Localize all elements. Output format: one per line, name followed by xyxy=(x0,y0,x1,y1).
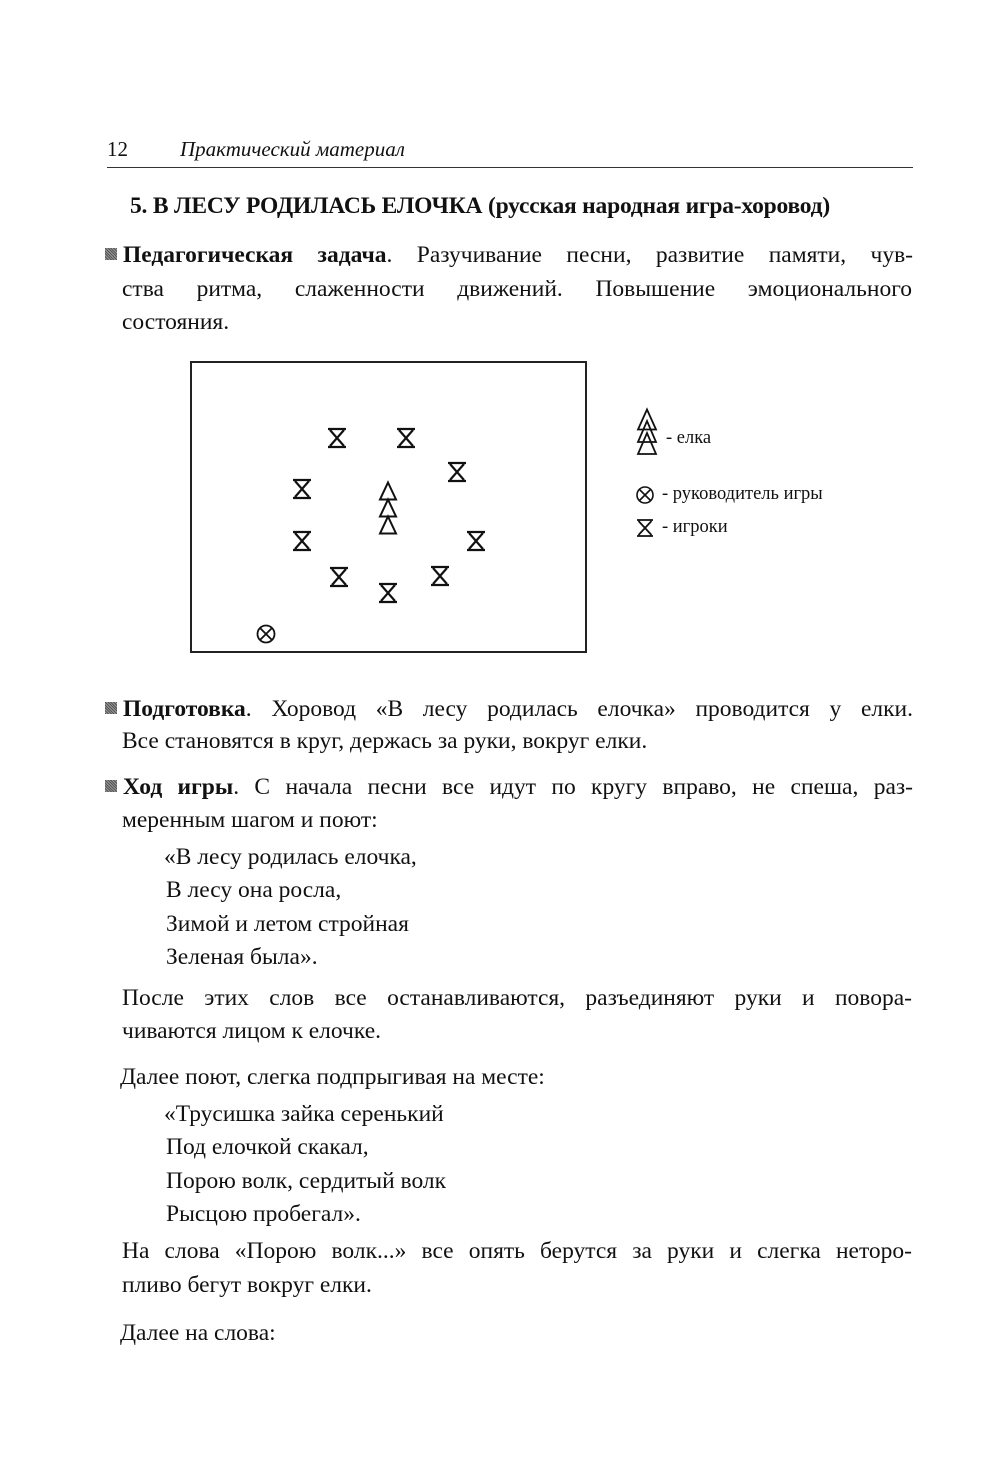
verse2-line-3: Порою волк, сердитый волк xyxy=(166,1168,447,1194)
legend-player-icon xyxy=(637,520,653,536)
after-verse1-line-2: чиваются лицом к елочке. xyxy=(122,1018,382,1044)
verse1-line-4: Зеленая была». xyxy=(166,944,318,970)
preparation-line-1: Подготовка. Хоровод «В лесу родилась елочка» проводится у елки. xyxy=(105,695,913,723)
verse2-line-2: Под елочкой скакал, xyxy=(166,1134,369,1160)
verse1-line-1: «В лесу родилась елочка, xyxy=(164,844,417,870)
header-rule xyxy=(107,167,913,168)
square-bullet-icon xyxy=(105,248,117,260)
after-verse2-line-1: На слова «Порою волк...» все опять берутся за руки и слегка неторо- xyxy=(122,1238,912,1264)
gameplay-line-1: Ход игры. С начала песни все идут по кругу вправо, не спеша, раз- xyxy=(105,773,913,801)
legend-symbols xyxy=(625,400,665,550)
verse1-line-3: Зимой и летом стройная xyxy=(166,911,409,937)
verse1-line-2: В лесу она росла, xyxy=(166,877,342,903)
legend-players-label: - игроки xyxy=(662,517,728,537)
intro-verse2: Далее поют, слегка подпрыгивая на месте: xyxy=(120,1064,545,1090)
after-verse2-line-2: пливо бегут вокруг елки. xyxy=(122,1272,372,1298)
gameplay-label: Ход игры xyxy=(123,774,234,800)
verse2-line-4: Рысцою пробегал». xyxy=(166,1201,361,1227)
after-verse1-line-1: После этих слов все останавливаются, разъединяют руки и повора- xyxy=(122,985,912,1011)
task-line-3: состояния. xyxy=(122,309,230,335)
gameplay-line-2: меренным шагом и поют: xyxy=(122,807,378,833)
preparation-label: Подготовка xyxy=(123,696,246,722)
task-line-1: Педагогическая задача. Разучивание песни, развитие памяти, чув- xyxy=(105,241,913,269)
tree-icon xyxy=(380,483,396,534)
diagram-legend xyxy=(625,400,885,550)
leader-icon xyxy=(258,626,275,643)
legend-tree-icon xyxy=(638,410,656,455)
legend-leader-label: - руководитель игры xyxy=(662,484,823,504)
task-line-2: ства ритма, слаженности движений. Повышение эмоционального xyxy=(122,276,912,302)
running-title: Практический материал xyxy=(180,137,405,161)
section-title: 5. В ЛЕСУ РОДИЛАСЬ ЕЛОЧКА (русская народная игра-хоровод) xyxy=(130,193,830,219)
legend-tree-label: - елка xyxy=(666,428,712,448)
verse2-line-1: «Трусишка зайка серенький xyxy=(164,1101,444,1127)
legend-leader-icon xyxy=(637,487,653,503)
square-bullet-icon xyxy=(105,702,117,714)
square-bullet-icon xyxy=(105,780,117,792)
intro-next: Далее на слова: xyxy=(120,1320,276,1346)
task-label: Педагогическая задача xyxy=(123,242,387,268)
preparation-line-2: Все становятся в круг, держась за руки, вокруг елки. xyxy=(122,728,648,754)
game-diagram xyxy=(190,361,587,653)
page-number: 12 xyxy=(107,137,128,161)
